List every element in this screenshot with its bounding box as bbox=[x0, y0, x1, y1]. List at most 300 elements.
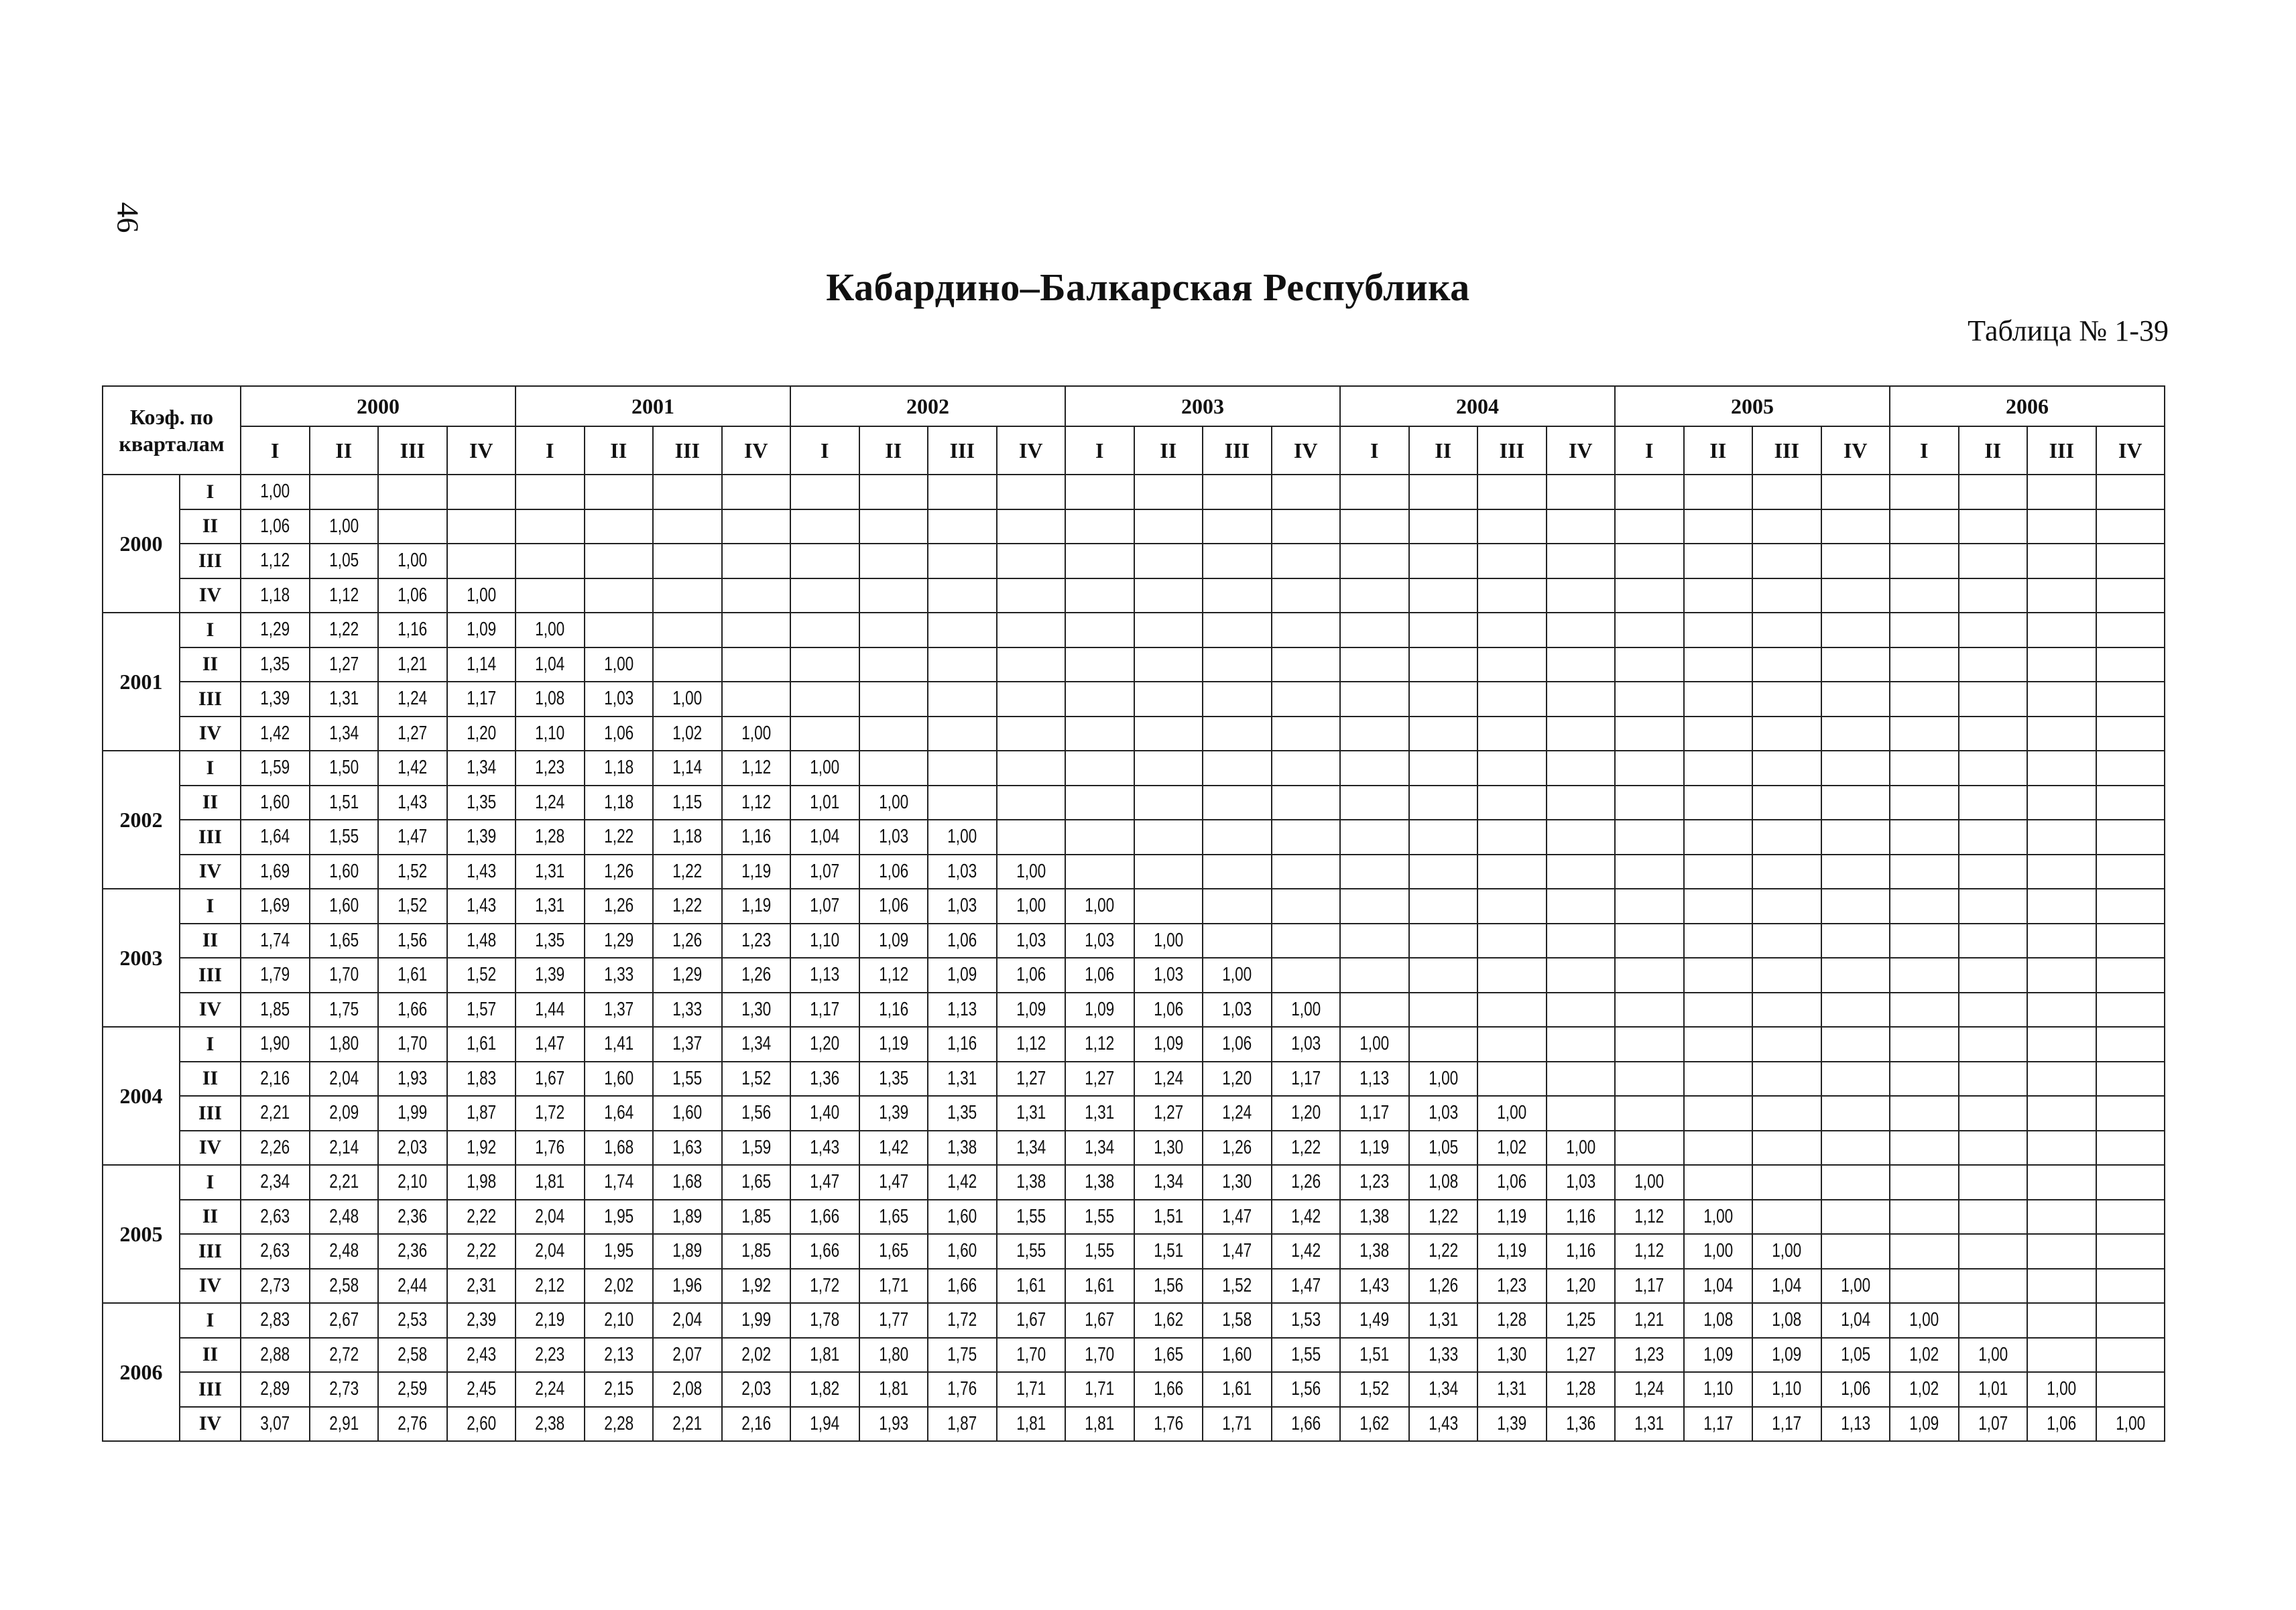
table-cell bbox=[1615, 1372, 1684, 1407]
table-cell bbox=[241, 578, 310, 613]
table-cell bbox=[1684, 820, 1753, 855]
coefficient-value: 1,09 bbox=[1016, 998, 1046, 1020]
table-cell bbox=[241, 647, 310, 682]
table-cell bbox=[1065, 475, 1134, 509]
table-cell bbox=[1821, 889, 1890, 924]
table-cell bbox=[1477, 786, 1547, 820]
table-cell bbox=[1547, 682, 1616, 717]
table-cell bbox=[859, 1338, 928, 1373]
table-cell bbox=[997, 1165, 1066, 1200]
coefficient-value: 1,81 bbox=[1016, 1412, 1046, 1434]
coefficient-value: 2,15 bbox=[603, 1378, 633, 1400]
table-cell bbox=[653, 1131, 722, 1166]
row-quarter-label: II bbox=[180, 1200, 241, 1235]
row-quarter-label: IV bbox=[180, 578, 241, 613]
table-cell bbox=[859, 1407, 928, 1442]
coefficient-value: 1,27 bbox=[1085, 1067, 1115, 1089]
table-cell bbox=[859, 993, 928, 1028]
table-cell bbox=[859, 682, 928, 717]
coefficient-value: 1,60 bbox=[947, 1240, 977, 1262]
table-cell bbox=[1959, 1200, 2028, 1235]
table-cell bbox=[653, 1269, 722, 1304]
table-cell bbox=[447, 1338, 516, 1373]
table-cell bbox=[1065, 993, 1134, 1028]
coefficient-value: 1,56 bbox=[398, 929, 428, 951]
table-cell bbox=[447, 820, 516, 855]
row-quarter-label: II bbox=[180, 647, 241, 682]
table-cell bbox=[653, 1096, 722, 1131]
coefficient-value: 1,67 bbox=[535, 1067, 565, 1089]
table-cell bbox=[516, 1407, 585, 1442]
table-cell bbox=[585, 1407, 654, 1442]
coefficient-value: 2,04 bbox=[328, 1067, 359, 1089]
table-cell bbox=[378, 751, 447, 786]
table-cell bbox=[310, 544, 379, 578]
table-cell bbox=[1547, 1372, 1616, 1407]
table-cell bbox=[447, 1269, 516, 1304]
coefficient-value: 1,49 bbox=[1360, 1309, 1390, 1331]
table-cell bbox=[790, 682, 859, 717]
table-cell bbox=[1477, 751, 1547, 786]
table-row bbox=[103, 993, 2165, 1028]
column-quarter-header: III bbox=[1752, 426, 1821, 475]
coefficient-value: 1,43 bbox=[810, 1136, 840, 1158]
table-cell bbox=[2027, 1372, 2096, 1407]
coefficient-value: 1,39 bbox=[535, 964, 565, 986]
coefficient-value: 1,17 bbox=[1360, 1102, 1390, 1124]
table-cell bbox=[1065, 509, 1134, 544]
coefficient-value: 1,17 bbox=[1634, 1274, 1665, 1296]
table-cell bbox=[1959, 647, 2028, 682]
table-cell bbox=[1615, 647, 1684, 682]
table-cell bbox=[1065, 924, 1134, 958]
coefficient-value: 1,83 bbox=[466, 1067, 496, 1089]
row-year-label: 2005 bbox=[103, 1165, 180, 1303]
table-cell bbox=[1134, 786, 1203, 820]
table-cell bbox=[241, 924, 310, 958]
coefficient-value: 1,00 bbox=[2115, 1412, 2145, 1434]
table-cell bbox=[790, 1407, 859, 1442]
table-cell bbox=[2027, 1062, 2096, 1097]
coefficient-value: 2,88 bbox=[260, 1343, 290, 1365]
table-cell bbox=[790, 1372, 859, 1407]
table-cell bbox=[378, 1096, 447, 1131]
table-cell bbox=[1959, 682, 2028, 717]
table-cell bbox=[1203, 1303, 1272, 1338]
row-quarter-label: III bbox=[180, 682, 241, 717]
coefficient-value: 1,03 bbox=[947, 895, 977, 917]
coefficient-value: 1,07 bbox=[810, 860, 840, 882]
table-cell bbox=[1684, 1131, 1753, 1166]
table-cell bbox=[1203, 1027, 1272, 1062]
table-row bbox=[103, 1131, 2165, 1166]
table-cell bbox=[1684, 509, 1753, 544]
coefficient-value: 1,23 bbox=[741, 929, 771, 951]
coefficient-value: 1,00 bbox=[328, 515, 359, 537]
table-cell bbox=[928, 751, 997, 786]
coefficient-value: 1,26 bbox=[1290, 1171, 1321, 1193]
coefficient-value: 1,03 bbox=[1565, 1171, 1595, 1193]
table-cell bbox=[653, 544, 722, 578]
coefficient-value: 1,39 bbox=[1497, 1412, 1527, 1434]
table-number: Таблица № 1-39 bbox=[1968, 314, 2169, 347]
coefficient-value: 1,10 bbox=[1703, 1378, 1733, 1400]
table-cell bbox=[447, 578, 516, 613]
table-cell bbox=[1477, 475, 1547, 509]
column-quarter-header: II bbox=[1684, 426, 1753, 475]
table-cell bbox=[516, 578, 585, 613]
table-cell bbox=[1890, 993, 1959, 1028]
coefficient-value: 1,16 bbox=[878, 998, 908, 1020]
table-cell bbox=[516, 1200, 585, 1235]
table-cell bbox=[722, 509, 791, 544]
coefficient-value: 1,06 bbox=[1085, 964, 1115, 986]
table-cell bbox=[928, 578, 997, 613]
table-row bbox=[103, 578, 2165, 613]
table-cell bbox=[1134, 1131, 1203, 1166]
coefficient-value: 1,01 bbox=[810, 791, 840, 813]
table-cell bbox=[2096, 1338, 2165, 1373]
coefficient-value: 1,82 bbox=[810, 1378, 840, 1400]
coefficient-value: 1,16 bbox=[947, 1033, 977, 1055]
coefficient-value: 2,63 bbox=[260, 1205, 290, 1227]
table-cell bbox=[1547, 717, 1616, 751]
coefficient-value: 1,09 bbox=[1085, 998, 1115, 1020]
table-cell bbox=[585, 509, 654, 544]
coefficient-value: 1,47 bbox=[1222, 1240, 1252, 1262]
table-cell bbox=[1615, 1062, 1684, 1097]
table-cell bbox=[2027, 1269, 2096, 1304]
table-cell bbox=[1752, 786, 1821, 820]
row-quarter-label: IV bbox=[180, 993, 241, 1028]
coefficient-value: 1,29 bbox=[603, 929, 633, 951]
table-cell bbox=[790, 958, 859, 993]
table-cell bbox=[653, 717, 722, 751]
coefficient-value: 1,07 bbox=[1978, 1412, 2008, 1434]
table-cell bbox=[585, 647, 654, 682]
table-cell bbox=[722, 1027, 791, 1062]
table-cell bbox=[447, 1234, 516, 1269]
table-cell bbox=[1477, 1027, 1547, 1062]
coefficient-value: 1,44 bbox=[535, 998, 565, 1020]
coefficient-value: 1,43 bbox=[466, 895, 496, 917]
table-cell bbox=[1409, 1096, 1478, 1131]
table-cell bbox=[1134, 820, 1203, 855]
table-cell bbox=[1203, 924, 1272, 958]
table-cell bbox=[1272, 751, 1341, 786]
table-cell bbox=[2027, 1338, 2096, 1373]
table-cell bbox=[653, 1027, 722, 1062]
table-cell bbox=[653, 1303, 722, 1338]
table-cell bbox=[928, 889, 997, 924]
table-cell bbox=[1065, 958, 1134, 993]
table-cell bbox=[1547, 889, 1616, 924]
table-cell bbox=[1890, 1372, 1959, 1407]
coefficient-value: 2,07 bbox=[672, 1343, 703, 1365]
table-cell bbox=[1821, 1407, 1890, 1442]
table-cell bbox=[1821, 475, 1890, 509]
table-cell bbox=[2027, 1165, 2096, 1200]
table-cell bbox=[1890, 1200, 1959, 1235]
table-cell bbox=[1409, 1407, 1478, 1442]
table-cell bbox=[1409, 889, 1478, 924]
table-cell bbox=[722, 786, 791, 820]
table-cell bbox=[1615, 1131, 1684, 1166]
table-cell bbox=[1821, 682, 1890, 717]
table-cell bbox=[1134, 924, 1203, 958]
table-cell bbox=[1959, 1096, 2028, 1131]
coefficient-value: 1,66 bbox=[398, 998, 428, 1020]
table-cell bbox=[447, 1200, 516, 1235]
table-cell bbox=[1272, 1062, 1341, 1097]
coefficient-value: 1,93 bbox=[398, 1067, 428, 1089]
table-cell bbox=[1890, 1234, 1959, 1269]
coefficient-value: 1,96 bbox=[672, 1274, 703, 1296]
table-cell bbox=[2096, 786, 2165, 820]
table-cell bbox=[1684, 958, 1753, 993]
row-quarter-label: I bbox=[180, 613, 241, 647]
table-cell bbox=[722, 578, 791, 613]
table-cell bbox=[1547, 1234, 1616, 1269]
table-cell bbox=[516, 475, 585, 509]
coefficient-value: 1,57 bbox=[466, 998, 496, 1020]
coefficient-value: 1,71 bbox=[1016, 1378, 1046, 1400]
table-cell bbox=[447, 1165, 516, 1200]
table-cell bbox=[1615, 958, 1684, 993]
table-cell bbox=[1203, 1131, 1272, 1166]
coefficient-value: 1,09 bbox=[1703, 1343, 1733, 1365]
table-cell bbox=[1272, 1338, 1341, 1373]
coefficient-value: 1,55 bbox=[1085, 1205, 1115, 1227]
table-cell bbox=[1272, 475, 1341, 509]
table-cell bbox=[1615, 1269, 1684, 1304]
table-cell bbox=[1890, 544, 1959, 578]
table-cell bbox=[1065, 820, 1134, 855]
table-cell bbox=[1203, 578, 1272, 613]
table-cell bbox=[1065, 647, 1134, 682]
coefficient-value: 1,36 bbox=[810, 1067, 840, 1089]
coefficient-value: 1,30 bbox=[741, 998, 771, 1020]
table-cell bbox=[378, 820, 447, 855]
table-cell bbox=[722, 1338, 791, 1373]
coefficient-value: 2,08 bbox=[672, 1378, 703, 1400]
table-cell bbox=[790, 993, 859, 1028]
table-cell bbox=[1065, 613, 1134, 647]
table-cell bbox=[241, 1200, 310, 1235]
table-cell bbox=[1547, 1131, 1616, 1166]
table-cell bbox=[1477, 544, 1547, 578]
table-cell bbox=[1409, 924, 1478, 958]
table-cell bbox=[1409, 544, 1478, 578]
table-cell bbox=[2096, 958, 2165, 993]
table-row bbox=[103, 717, 2165, 751]
table-cell bbox=[997, 889, 1066, 924]
coefficient-value: 2,26 bbox=[260, 1136, 290, 1158]
table-cell bbox=[1134, 1200, 1203, 1235]
coefficient-value: 1,76 bbox=[535, 1136, 565, 1158]
table-cell bbox=[1890, 889, 1959, 924]
coefficient-value: 1,92 bbox=[741, 1274, 771, 1296]
table-row bbox=[103, 1234, 2165, 1269]
table-cell bbox=[653, 1338, 722, 1373]
coefficient-value: 1,63 bbox=[672, 1136, 703, 1158]
table-cell bbox=[1752, 717, 1821, 751]
coefficient-value: 1,31 bbox=[1634, 1412, 1665, 1434]
table-cell bbox=[1752, 578, 1821, 613]
table-cell bbox=[378, 889, 447, 924]
table-cell bbox=[790, 613, 859, 647]
table-cell bbox=[790, 544, 859, 578]
table-cell bbox=[928, 475, 997, 509]
table-cell bbox=[1821, 958, 1890, 993]
table-cell bbox=[997, 1269, 1066, 1304]
table-cell bbox=[997, 578, 1066, 613]
coefficient-value: 1,50 bbox=[328, 757, 359, 779]
row-year-label: 2004 bbox=[103, 1027, 180, 1165]
table-cell bbox=[516, 786, 585, 820]
table-cell bbox=[378, 613, 447, 647]
coefficient-value: 1,42 bbox=[947, 1171, 977, 1193]
coefficient-value: 1,36 bbox=[1565, 1412, 1595, 1434]
table-cell bbox=[928, 1372, 997, 1407]
coefficient-value: 2,72 bbox=[328, 1343, 359, 1365]
table-cell bbox=[585, 682, 654, 717]
table-cell bbox=[447, 1062, 516, 1097]
coefficient-value: 2,91 bbox=[328, 1412, 359, 1434]
coefficient-value: 1,18 bbox=[603, 757, 633, 779]
table-cell bbox=[1203, 1062, 1272, 1097]
table-cell bbox=[1134, 544, 1203, 578]
table-cell bbox=[1959, 786, 2028, 820]
table-cell bbox=[790, 578, 859, 613]
table-cell bbox=[1752, 751, 1821, 786]
table-cell bbox=[447, 1372, 516, 1407]
table-cell bbox=[1752, 613, 1821, 647]
coefficient-value: 1,42 bbox=[398, 757, 428, 779]
coefficient-value: 1,41 bbox=[603, 1033, 633, 1055]
table-cell bbox=[516, 509, 585, 544]
coefficient-value: 2,21 bbox=[328, 1171, 359, 1193]
table-cell bbox=[1821, 855, 1890, 889]
row-quarter-label: I bbox=[180, 1027, 241, 1062]
table-cell bbox=[722, 544, 791, 578]
table-cell bbox=[790, 717, 859, 751]
table-cell bbox=[241, 1234, 310, 1269]
table-cell bbox=[1615, 1027, 1684, 1062]
coefficient-value: 1,71 bbox=[1222, 1412, 1252, 1434]
coefficient-value: 1,52 bbox=[1222, 1274, 1252, 1296]
coefficient-value: 1,03 bbox=[1085, 929, 1115, 951]
table-cell bbox=[790, 1165, 859, 1200]
coefficient-value: 1,56 bbox=[1290, 1378, 1321, 1400]
table-cell bbox=[1959, 578, 2028, 613]
coefficient-value: 3,07 bbox=[260, 1412, 290, 1434]
table-cell bbox=[516, 1131, 585, 1166]
coefficient-value: 1,77 bbox=[878, 1309, 908, 1331]
table-cell bbox=[1340, 855, 1409, 889]
coefficient-value: 1,60 bbox=[1222, 1343, 1252, 1365]
coefficient-value: 1,34 bbox=[1428, 1378, 1458, 1400]
table-cell bbox=[1959, 1372, 2028, 1407]
table-cell bbox=[2027, 751, 2096, 786]
table-cell bbox=[310, 647, 379, 682]
coefficient-value: 1,03 bbox=[1428, 1102, 1458, 1124]
coefficient-value: 1,43 bbox=[398, 791, 428, 813]
coefficient-value: 1,23 bbox=[1497, 1274, 1527, 1296]
coefficient-value: 1,52 bbox=[1360, 1378, 1390, 1400]
table-cell bbox=[378, 1338, 447, 1373]
coefficient-value: 2,39 bbox=[466, 1309, 496, 1331]
coefficient-value: 1,16 bbox=[1565, 1240, 1595, 1262]
table-cell bbox=[516, 682, 585, 717]
table-cell bbox=[447, 682, 516, 717]
coefficient-value: 1,34 bbox=[741, 1033, 771, 1055]
column-quarter-header: II bbox=[310, 426, 379, 475]
coefficient-value: 1,80 bbox=[328, 1033, 359, 1055]
table-cell bbox=[997, 1131, 1066, 1166]
coefficient-value: 1,02 bbox=[1497, 1136, 1527, 1158]
table-cell bbox=[1477, 613, 1547, 647]
table-cell bbox=[310, 855, 379, 889]
table-cell bbox=[722, 1269, 791, 1304]
table-cell bbox=[2096, 1269, 2165, 1304]
table-cell bbox=[378, 509, 447, 544]
table-cell bbox=[2096, 613, 2165, 647]
row-quarter-label: II bbox=[180, 1062, 241, 1097]
table-cell bbox=[1547, 509, 1616, 544]
table-cell bbox=[2096, 855, 2165, 889]
table-cell bbox=[1547, 613, 1616, 647]
table-cell bbox=[2027, 1131, 2096, 1166]
table-cell bbox=[585, 1200, 654, 1235]
column-quarter-header: III bbox=[1203, 426, 1272, 475]
column-quarter-header: I bbox=[241, 426, 310, 475]
table-cell bbox=[1615, 924, 1684, 958]
coefficient-value: 1,72 bbox=[535, 1102, 565, 1124]
table-cell bbox=[310, 1062, 379, 1097]
table-cell bbox=[310, 1372, 379, 1407]
table-cell bbox=[2096, 1303, 2165, 1338]
table-cell bbox=[1547, 751, 1616, 786]
row-quarter-label: IV bbox=[180, 717, 241, 751]
table-cell bbox=[516, 820, 585, 855]
table-cell bbox=[585, 475, 654, 509]
table-cell bbox=[1065, 1062, 1134, 1097]
coefficient-value: 1,29 bbox=[672, 964, 703, 986]
coefficient-value: 1,30 bbox=[1153, 1136, 1183, 1158]
table-cell bbox=[241, 613, 310, 647]
table-cell bbox=[2027, 544, 2096, 578]
table-cell bbox=[790, 751, 859, 786]
table-cell bbox=[447, 509, 516, 544]
table-cell bbox=[1821, 613, 1890, 647]
coefficient-value: 1,22 bbox=[672, 860, 703, 882]
row-year-label: 2006 bbox=[103, 1303, 180, 1441]
coefficient-value: 1,26 bbox=[1428, 1274, 1458, 1296]
table-cell bbox=[310, 509, 379, 544]
table-cell bbox=[1134, 855, 1203, 889]
coefficient-value: 1,05 bbox=[328, 550, 359, 572]
table-cell bbox=[1409, 751, 1478, 786]
coefficient-value: 1,16 bbox=[1565, 1205, 1595, 1227]
coefficient-value: 1,06 bbox=[1222, 1033, 1252, 1055]
table-cell bbox=[1959, 1131, 2028, 1166]
coefficient-value: 1,17 bbox=[1703, 1412, 1733, 1434]
table-cell bbox=[310, 1269, 379, 1304]
table-cell bbox=[1477, 889, 1547, 924]
table-cell bbox=[1615, 855, 1684, 889]
table-cell bbox=[1409, 993, 1478, 1028]
